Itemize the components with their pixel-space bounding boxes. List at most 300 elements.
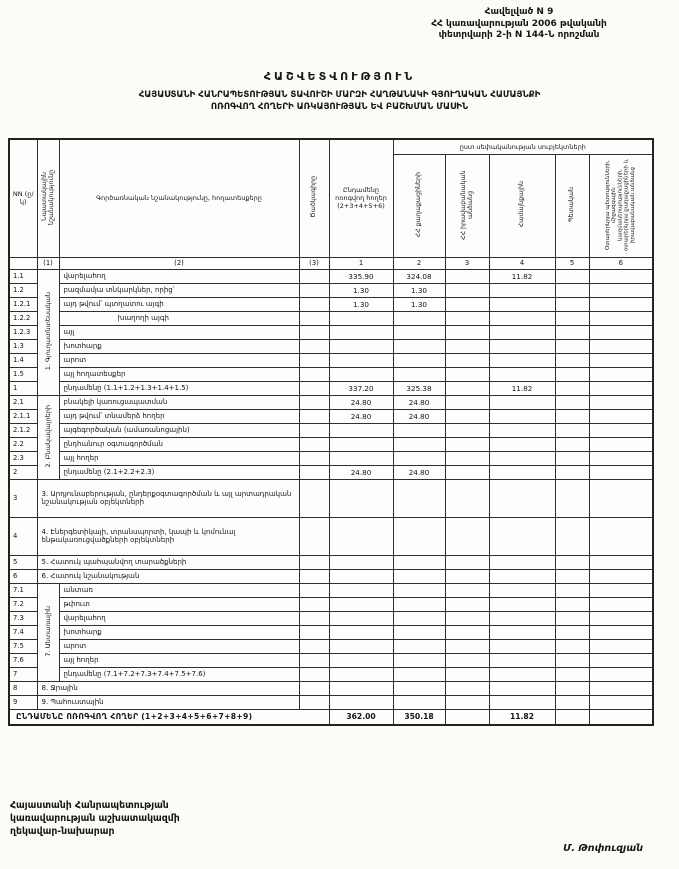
- value-cell: 24.80: [329, 409, 393, 423]
- value-cell: [445, 667, 489, 681]
- value-cell: [555, 611, 589, 625]
- value-cell: [589, 625, 653, 639]
- value-cell: [329, 695, 393, 709]
- row-name-cell: ընդամենը (1.1+1.2+1.3+1.4+1.5): [59, 381, 299, 395]
- column-number: 1: [329, 257, 393, 269]
- column-number: 5: [555, 257, 589, 269]
- row-code2-cell: [299, 381, 329, 395]
- value-cell: 24.80: [329, 395, 393, 409]
- value-cell: [445, 395, 489, 409]
- col-header-communal-label: Համայնքային: [518, 181, 526, 228]
- value-cell: [555, 555, 589, 569]
- value-cell: [489, 569, 555, 583]
- row-code2-cell: [299, 367, 329, 381]
- grand-total-value: [555, 709, 589, 725]
- row-code2-cell: [299, 311, 329, 325]
- page-subtitle-community: ՀԱՅԱՍՏԱՆԻ ՀԱՆՐԱՊԵՏՈՒԹՅԱՆ ՏԱՎՈՒՇԻ ՄԱՐԶԻ ՀԱՂԹԱՆԱԿԻ ԳՅՈՒՂԱԿԱՆ ՀԱՄԱՅՆՔԻ: [138, 90, 541, 100]
- row-code2-cell: [299, 555, 329, 569]
- title-block: [0, 70, 679, 113]
- row-name-cell: այգեգործական (ամառանոցային): [59, 423, 299, 437]
- row-code2-cell: [299, 667, 329, 681]
- value-cell: [393, 681, 445, 695]
- value-cell: [393, 353, 445, 367]
- row-code2-cell: [299, 451, 329, 465]
- category-label: 7. Անտառային: [43, 605, 52, 657]
- table-row: [9, 465, 653, 479]
- col-header-communal: [489, 154, 555, 257]
- value-cell: [329, 479, 393, 517]
- value-cell: [555, 353, 589, 367]
- table-row: [9, 667, 653, 681]
- col-header-landuse: Գործառնական նշանակությունը, հողատեսքերը: [59, 139, 299, 257]
- value-cell: [589, 353, 653, 367]
- value-cell: [329, 451, 393, 465]
- row-code-cell: 7.1: [9, 583, 37, 597]
- signatory-title-block: [10, 799, 180, 838]
- value-cell: [489, 311, 555, 325]
- category-span-cell: [37, 269, 59, 395]
- row-code2-cell: [299, 681, 329, 695]
- value-cell: [589, 695, 653, 709]
- value-cell: [589, 479, 653, 517]
- value-cell: [445, 625, 489, 639]
- table-row: [9, 353, 653, 367]
- category-span-cell: [37, 583, 59, 681]
- row-name-cell: արոտ: [59, 639, 299, 653]
- value-cell: [489, 395, 555, 409]
- value-cell: [489, 423, 555, 437]
- row-name-cell: խոտհարք: [59, 625, 299, 639]
- value-cell: 325.38: [393, 381, 445, 395]
- value-cell: [555, 325, 589, 339]
- value-cell: 335.90: [329, 269, 393, 283]
- value-cell: [445, 353, 489, 367]
- value-cell: [329, 681, 393, 695]
- value-cell: [589, 611, 653, 625]
- col-header-code-label: Ծածկագիրը: [310, 176, 318, 219]
- value-cell: [445, 367, 489, 381]
- row-name-cell: ընդամենը (2.1+2.2+2.3): [59, 465, 299, 479]
- value-cell: [329, 367, 393, 381]
- value-cell: [555, 283, 589, 297]
- value-cell: [589, 437, 653, 451]
- row-code2-cell: [299, 639, 329, 653]
- value-cell: 24.80: [393, 465, 445, 479]
- row-name-cell: խաղողի այգի: [59, 311, 299, 325]
- table-row: [9, 437, 653, 451]
- value-cell: [589, 667, 653, 681]
- row-code-cell: 1.2.1: [9, 297, 37, 311]
- col-header-state: [555, 154, 589, 257]
- row-code2-cell: [299, 353, 329, 367]
- row-name-cell: այդ թվում՝ պտղատու այգի: [59, 297, 299, 311]
- value-cell: [555, 583, 589, 597]
- value-cell: [555, 625, 589, 639]
- row-name-cell: արոտ: [59, 353, 299, 367]
- table-row: [9, 681, 653, 695]
- value-cell: [329, 625, 393, 639]
- row-code-cell: 1: [9, 381, 37, 395]
- value-cell: [445, 653, 489, 667]
- value-cell: [589, 283, 653, 297]
- table-row: [9, 695, 653, 709]
- value-cell: [555, 681, 589, 695]
- value-cell: [555, 297, 589, 311]
- value-cell: [489, 611, 555, 625]
- table-row: [9, 325, 653, 339]
- value-cell: [329, 611, 393, 625]
- row-name-cell: 3. Արդյունաբերության, ընդերքօգտագործման և այլ արտադրական նշանակության օբյեկտների: [37, 479, 299, 517]
- value-cell: [589, 311, 653, 325]
- row-code-cell: 1.2.2: [9, 311, 37, 325]
- row-code-cell: 1.2.3: [9, 325, 37, 339]
- row-code2-cell: [299, 283, 329, 297]
- value-cell: [393, 325, 445, 339]
- value-cell: [445, 681, 489, 695]
- value-cell: [489, 681, 555, 695]
- irrigated-lands-table: [8, 138, 654, 726]
- row-name-cell: 8. Ջրային: [37, 681, 299, 695]
- column-number: 6: [589, 257, 653, 269]
- row-name-cell: թփուտ: [59, 597, 299, 611]
- row-code2-cell: [299, 437, 329, 451]
- row-code2-cell: [299, 409, 329, 423]
- row-code-cell: 2.3: [9, 451, 37, 465]
- row-code2-cell: [299, 583, 329, 597]
- value-cell: [555, 479, 589, 517]
- row-code-cell: 7: [9, 667, 37, 681]
- value-cell: [445, 569, 489, 583]
- value-cell: [445, 269, 489, 283]
- value-cell: [589, 555, 653, 569]
- row-code2-cell: [299, 325, 329, 339]
- value-cell: [589, 451, 653, 465]
- value-cell: [555, 517, 589, 555]
- value-cell: [445, 639, 489, 653]
- value-cell: [489, 479, 555, 517]
- value-cell: [329, 339, 393, 353]
- value-cell: [329, 437, 393, 451]
- value-cell: [393, 639, 445, 653]
- value-cell: [489, 625, 555, 639]
- value-cell: [329, 639, 393, 653]
- table-row: [9, 269, 653, 283]
- value-cell: [555, 465, 589, 479]
- row-name-cell: ընդհանուր օգտագործման: [59, 437, 299, 451]
- row-name-cell: 4. Էներգետիկայի, տրանսպորտի, կապի և կոմունալ ենթակառուցվածքների օբյեկտների: [37, 517, 299, 555]
- value-cell: [589, 681, 653, 695]
- row-name-cell: այլ հողատեսքեր: [59, 367, 299, 381]
- grand-total-row: [9, 709, 653, 725]
- row-code-cell: 2.1: [9, 395, 37, 409]
- table-row: [9, 569, 653, 583]
- col-header-foreign: [589, 154, 653, 257]
- row-name-cell: վարելահող: [59, 611, 299, 625]
- row-code2-cell: [299, 297, 329, 311]
- value-cell: [489, 667, 555, 681]
- row-code-cell: 4: [9, 517, 37, 555]
- value-cell: [393, 339, 445, 353]
- value-cell: [445, 465, 489, 479]
- category-label: 2. Բնակավայրերի: [43, 404, 52, 468]
- row-code2-cell: [299, 653, 329, 667]
- value-cell: [555, 653, 589, 667]
- value-cell: [445, 517, 489, 555]
- table-row: [9, 423, 653, 437]
- value-cell: 324.08: [393, 269, 445, 283]
- row-code-cell: 7.4: [9, 625, 37, 639]
- value-cell: [555, 597, 589, 611]
- value-cell: [329, 325, 393, 339]
- row-name-cell: 6. Հատուկ նշանակության: [37, 569, 299, 583]
- value-cell: 1.30: [329, 297, 393, 311]
- value-cell: [445, 297, 489, 311]
- value-cell: [329, 423, 393, 437]
- value-cell: [555, 667, 589, 681]
- row-code-cell: 2.2: [9, 437, 37, 451]
- value-cell: [489, 367, 555, 381]
- value-cell: 11.82: [489, 381, 555, 395]
- value-cell: [329, 667, 393, 681]
- col-header-nn: NN (ը/կ): [9, 139, 37, 257]
- value-cell: [489, 339, 555, 353]
- value-cell: [589, 569, 653, 583]
- value-cell: 11.82: [489, 269, 555, 283]
- value-cell: [329, 583, 393, 597]
- value-cell: [555, 339, 589, 353]
- table-row: [9, 597, 653, 611]
- value-cell: [393, 367, 445, 381]
- value-cell: [445, 311, 489, 325]
- value-cell: [589, 423, 653, 437]
- row-code-cell: 2.1.1: [9, 409, 37, 423]
- value-cell: [445, 409, 489, 423]
- col-header-state-label: Պետական: [568, 186, 576, 223]
- table-row: [9, 611, 653, 625]
- value-cell: [489, 653, 555, 667]
- value-cell: 337.20: [329, 381, 393, 395]
- table-row: [9, 639, 653, 653]
- value-cell: [393, 583, 445, 597]
- row-code-cell: 7.3: [9, 611, 37, 625]
- value-cell: [393, 667, 445, 681]
- value-cell: [555, 367, 589, 381]
- value-cell: [589, 381, 653, 395]
- value-cell: [393, 451, 445, 465]
- value-cell: [555, 569, 589, 583]
- value-cell: [589, 297, 653, 311]
- row-code-cell: 1.5: [9, 367, 37, 381]
- group-header-ownership: ըստ սեփականության սուբյեկտների: [393, 139, 653, 154]
- value-cell: 1.30: [393, 297, 445, 311]
- row-name-cell: բազմամյա տնկարկներ, որից՝: [59, 283, 299, 297]
- column-number: (3): [299, 257, 329, 269]
- row-code2-cell: [299, 423, 329, 437]
- row-code-cell: 1.3: [9, 339, 37, 353]
- value-cell: [445, 583, 489, 597]
- table-row: [9, 653, 653, 667]
- table-row: [9, 555, 653, 569]
- col-header-total: Ընդամենը ոռոգվող հողեր (2+3+4+5+6): [329, 139, 393, 257]
- value-cell: [589, 325, 653, 339]
- value-cell: [393, 653, 445, 667]
- table-row: [9, 451, 653, 465]
- column-number: 4: [489, 257, 555, 269]
- value-cell: [489, 437, 555, 451]
- table-row: [9, 479, 653, 517]
- table-row: [9, 583, 653, 597]
- value-cell: [489, 465, 555, 479]
- row-name-cell: այլ հողեր: [59, 653, 299, 667]
- row-code2-cell: [299, 465, 329, 479]
- value-cell: [489, 325, 555, 339]
- value-cell: [329, 517, 393, 555]
- col-header-foreign-label: Օտարերկրյա պետությունների, միջազգային կազմակերպությունների, օտարերկրյա քաղաքացիների և իրավաբանական անձանց: [605, 158, 637, 251]
- value-cell: [445, 611, 489, 625]
- column-number: [9, 257, 37, 269]
- row-code-cell: 1.2: [9, 283, 37, 297]
- row-code2-cell: [299, 395, 329, 409]
- value-cell: [589, 517, 653, 555]
- value-cell: [393, 437, 445, 451]
- row-code2-cell: [299, 339, 329, 353]
- table-row: [9, 517, 653, 555]
- value-cell: [445, 381, 489, 395]
- value-cell: [329, 597, 393, 611]
- value-cell: [329, 653, 393, 667]
- row-code-cell: 5: [9, 555, 37, 569]
- row-code-cell: 7.5: [9, 639, 37, 653]
- value-cell: [329, 569, 393, 583]
- table-row: [9, 311, 653, 325]
- table-row: [9, 297, 653, 311]
- value-cell: [589, 367, 653, 381]
- value-cell: [589, 409, 653, 423]
- signatory-title-line: կառավարության աշխատակազմի: [10, 813, 180, 825]
- row-code2-cell: [299, 597, 329, 611]
- col-header-citizens-label: ՀՀ քաղաքացիների: [415, 171, 423, 238]
- value-cell: [445, 339, 489, 353]
- value-cell: [329, 353, 393, 367]
- signature-name: Մ. Թոփուզյան: [563, 843, 643, 854]
- value-cell: [555, 437, 589, 451]
- value-cell: [489, 597, 555, 611]
- value-cell: [393, 695, 445, 709]
- row-name-cell: այլ: [59, 325, 299, 339]
- value-cell: [589, 465, 653, 479]
- column-number: (2): [59, 257, 299, 269]
- row-name-cell: անտառ: [59, 583, 299, 597]
- table-row: [9, 283, 653, 297]
- value-cell: [489, 353, 555, 367]
- value-cell: [555, 311, 589, 325]
- value-cell: [589, 269, 653, 283]
- col-header-code: [299, 139, 329, 257]
- col-header-legal-entities-label: ՀՀ իրավաբանական անձանց: [459, 169, 474, 240]
- value-cell: [555, 695, 589, 709]
- value-cell: [393, 311, 445, 325]
- value-cell: [489, 451, 555, 465]
- value-cell: [555, 269, 589, 283]
- row-code-cell: 8: [9, 681, 37, 695]
- value-cell: [489, 409, 555, 423]
- annex-reference-block: [388, 7, 650, 42]
- value-cell: 24.80: [393, 395, 445, 409]
- column-numbers-row: [9, 257, 653, 269]
- value-cell: [555, 639, 589, 653]
- col-header-citizens: [393, 154, 445, 257]
- page-title: ՀԱՇՎԵՏՎՈՒԹՅՈՒՆ: [263, 70, 416, 83]
- value-cell: [555, 423, 589, 437]
- value-cell: [445, 437, 489, 451]
- page-subtitle-subject: ՈՌՈԳՎՈՂ ՀՈՂԵՐԻ ԱՌԿԱՅՈՒԹՅԱՆ ԵՎ ԲԱՇԽՄԱՆ ՄԱՍԻՆ: [210, 101, 469, 112]
- row-name-cell: վարելահող: [59, 269, 299, 283]
- grand-total-value: [589, 709, 653, 725]
- table-row: [9, 625, 653, 639]
- column-number: 2: [393, 257, 445, 269]
- value-cell: [445, 325, 489, 339]
- signatory-title-line: Հայաստանի Հանրապետության: [10, 800, 169, 811]
- value-cell: [445, 555, 489, 569]
- row-code2-cell: [299, 625, 329, 639]
- row-code-cell: 7.2: [9, 597, 37, 611]
- row-name-cell: այլ հողեր: [59, 451, 299, 465]
- value-cell: [445, 695, 489, 709]
- table-row: [9, 367, 653, 381]
- value-cell: [393, 479, 445, 517]
- row-name-cell: ընդամենը (7.1+7.2+7.3+7.4+7.5+7.6): [59, 667, 299, 681]
- table-row: [9, 409, 653, 423]
- value-cell: [589, 597, 653, 611]
- row-code-cell: 3: [9, 479, 37, 517]
- row-code2-cell: [299, 269, 329, 283]
- table-row: [9, 395, 653, 409]
- value-cell: 1.30: [393, 283, 445, 297]
- value-cell: [393, 555, 445, 569]
- value-cell: 24.80: [329, 465, 393, 479]
- value-cell: [589, 339, 653, 353]
- value-cell: [589, 395, 653, 409]
- value-cell: [589, 583, 653, 597]
- value-cell: [589, 653, 653, 667]
- row-code-cell: 1.1: [9, 269, 37, 283]
- value-cell: [445, 451, 489, 465]
- row-code-cell: 2: [9, 465, 37, 479]
- value-cell: [329, 555, 393, 569]
- value-cell: [489, 639, 555, 653]
- value-cell: [445, 423, 489, 437]
- column-number: (1): [37, 257, 59, 269]
- annex-line: Հավելված N 9: [484, 7, 554, 17]
- value-cell: [393, 517, 445, 555]
- row-code2-cell: [299, 695, 329, 709]
- grand-total-value: [445, 709, 489, 725]
- row-name-cell: բնակելի կառուցապատման: [59, 395, 299, 409]
- grand-total-value: 11.82: [489, 709, 555, 725]
- row-code-cell: 7.6: [9, 653, 37, 667]
- row-code-cell: 6: [9, 569, 37, 583]
- row-code2-cell: [299, 569, 329, 583]
- col-header-category-label: Նպատակային նշանակությունը: [40, 169, 55, 225]
- annex-line: փետրվարի 2-ի N 144-Ն որոշման: [438, 30, 600, 41]
- grand-total-value: 362.00: [329, 709, 393, 725]
- row-code2-cell: [299, 517, 329, 555]
- report-table-body: [9, 269, 653, 725]
- value-cell: [589, 639, 653, 653]
- row-code2-cell: [299, 611, 329, 625]
- value-cell: [555, 409, 589, 423]
- category-label: 1. Գյուղատնտեսական: [43, 291, 52, 371]
